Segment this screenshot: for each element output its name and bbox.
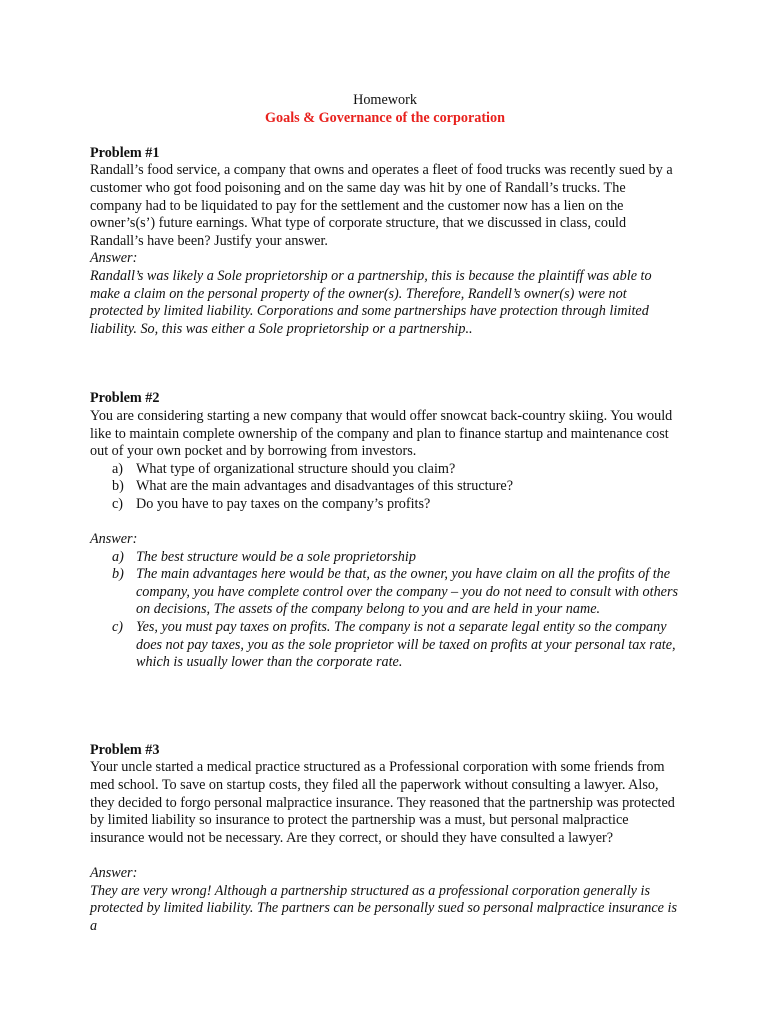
problem-3-answer: They are very wrong! Although a partnership structured as a professional corporation generally is protected by limited liability. The partners can be personally sued so personal malpractice insurance is a	[90, 882, 677, 934]
problem-3-heading: Problem #3	[90, 741, 160, 758]
problem-1-body: Randall’s food service, a company that owns and operates a fleet of food trucks was recently sued by a customer who got food poisoning and on the same day was hit by one of Randall’s trucks. The company had to be liquidated to pay for the settlement and the customer now has a lien on the owner’s(s’) future earnings. What type of corporate structure, that we discussed in class, could Randall’s have been? Justify your answer.	[90, 162, 673, 249]
problem-2-question-c: c) Do you have to pay taxes on the company’s profits?	[112, 495, 431, 512]
problem-2-answer-b: b) The main advantages here would be that, as the owner, you have claim on all the profits of the company, you have complete control over the company – you do not need to consult with others on decisions, The assets of the company belong to you and are held in your name.	[112, 566, 679, 618]
problem-3-body: Your uncle started a medical practice structured as a Professional corporation with some friends from med school. To save on startup costs, they filed all the paperwork without consulting a lawyer. Also, they decided to forgo personal malpractice insurance. They reasoned that the partnership was protected by limited liability so insurance to protect the partnership was a must, but personal malpractice insurance would not be necessary. Are they correct, or should they have consulted a lawyer?	[90, 759, 675, 846]
problem-2-answer-c: c) Yes, you must pay taxes on profits. The company is not a separate legal entity so the company does not pay taxes, you as the sole proprietor will be taxed on profits at your personal tax rate, which is usually lower than the corporate rate.	[112, 619, 676, 671]
document-subtitle: Goals & Governance of the corporation	[265, 109, 505, 126]
problem-2-section	[90, 390, 680, 672]
problem-1-heading: Problem #1	[90, 144, 160, 161]
problem-2-question-b: b) What are the main advantages and disadvantages of this structure?	[112, 478, 514, 495]
problem-2-answer-a: a) The best structure would be a sole proprietorship	[112, 548, 416, 565]
problem-2-questions	[90, 461, 680, 514]
problem-1-section	[90, 145, 680, 339]
problem-3-section	[90, 742, 680, 936]
problem-3-answer-label: Answer:	[90, 864, 138, 881]
problem-2-answer-label: Answer:	[90, 531, 138, 548]
problem-2-heading: Problem #2	[90, 390, 160, 407]
document-title: Homework	[353, 92, 417, 108]
problem-2-question-a: a) What type of organizational structure should you claim?	[112, 460, 456, 477]
problem-1-answer: Randall’s was likely a Sole proprietorship or a partnership, this is because the plaintiff was able to make a claim on the personal property of the owner(s). Therefore, Randell’s owner(s) were not protected by limited liability. Corporations and some partnerships have protection through limited liability. So, this was either a Sole proprietorship or a partnership..	[90, 267, 652, 337]
problem-2-body: You are considering starting a new company that would offer snowcat back-country skiing. You would like to maintain complete ownership of the company and plan to finance startup and maintenance cost out of your own pocket and by borrowing from investors.	[90, 407, 673, 460]
problem-2-answers	[90, 549, 680, 672]
document-body	[90, 92, 680, 935]
problem-1-answer-label: Answer:	[90, 250, 138, 267]
